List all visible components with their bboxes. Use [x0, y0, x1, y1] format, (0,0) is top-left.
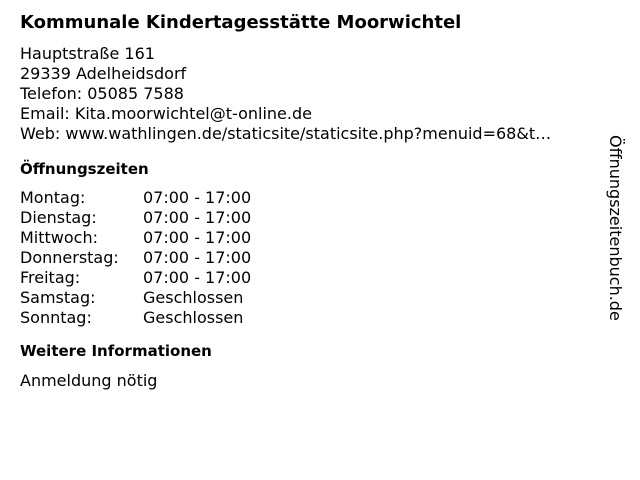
time-value: 07:00 - 17:00	[143, 188, 252, 207]
hours-row-thursday	[20, 248, 251, 268]
site-watermark: Öffnungszeitenbuch.de	[606, 135, 625, 321]
time-value: 07:00 - 17:00	[143, 248, 252, 267]
time-value: Geschlossen	[143, 308, 244, 327]
day-label: Sonntag:	[20, 308, 92, 327]
facility-card	[20, 10, 605, 391]
email-line: Email: Kita.moorwichtel@t-online.de	[20, 104, 312, 123]
opening-hours-table	[20, 188, 251, 328]
more-info-text: Anmeldung nötig	[20, 371, 158, 390]
street-address: Hauptstraße 161	[20, 44, 155, 63]
day-label: Montag:	[20, 188, 86, 207]
time-value: 07:00 - 17:00	[143, 208, 252, 227]
hours-row-wednesday	[20, 228, 251, 248]
hours-row-monday	[20, 188, 251, 208]
day-label: Donnerstag:	[20, 248, 119, 267]
day-label: Dienstag:	[20, 208, 97, 227]
hours-row-friday	[20, 268, 251, 288]
day-label: Samstag:	[20, 288, 96, 307]
hours-row-saturday	[20, 288, 251, 308]
address-block	[20, 44, 605, 144]
facility-title: Kommunale Kindertagesstätte Moorwichtel	[20, 12, 462, 33]
more-info-heading: Weitere Informationen	[20, 342, 212, 360]
hours-row-tuesday	[20, 208, 251, 228]
time-value: 07:00 - 17:00	[143, 228, 252, 247]
day-label: Freitag:	[20, 268, 81, 287]
day-label: Mittwoch:	[20, 228, 98, 247]
hours-row-sunday	[20, 308, 251, 328]
time-value: 07:00 - 17:00	[143, 268, 252, 287]
city-address: 29339 Adelheidsdorf	[20, 64, 187, 83]
phone-line: Telefon: 05085 7588	[20, 84, 184, 103]
time-value: Geschlossen	[143, 288, 244, 307]
web-line: Web: www.wathlingen.de/staticsite/staticsite.php?menuid=68&t…	[20, 124, 552, 143]
opening-hours-heading: Öffnungszeiten	[20, 160, 149, 178]
